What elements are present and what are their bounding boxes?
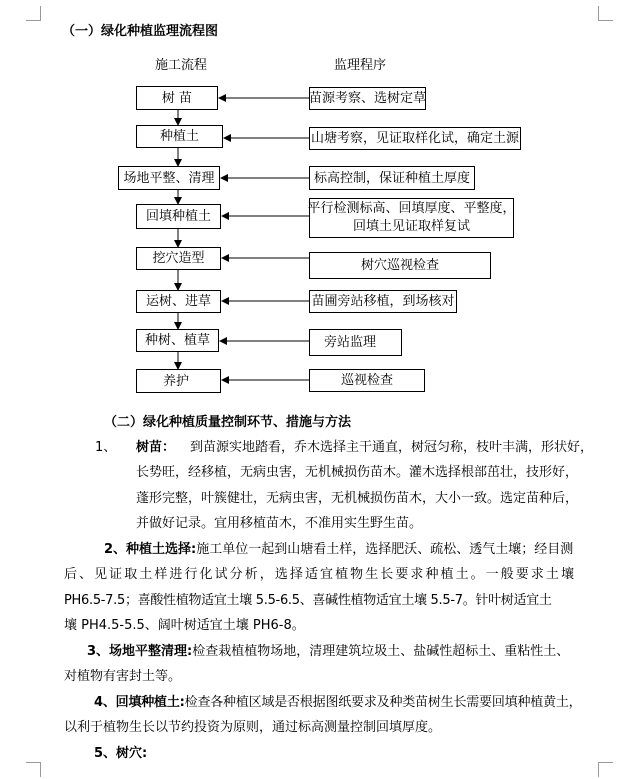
construction-step-transport: 运树、进草 [136,290,221,313]
supervision-column-header: 监理程序 [334,58,387,73]
supervision-step-6: 苗圃旁站移植，到场核对 [309,290,457,313]
page-corner-mark [598,762,613,777]
item2-label: 2、种植土选择: [104,542,197,557]
section2-title: （二）绿化种植质量控制环节、措施与方法 [104,415,352,430]
item1-line: 长势旺，经移植，无病虫害，无机械损伤苗木。灌木选择根部茁壮，技形好， [136,465,579,480]
item2-line: PH6.5-7.5；喜酸性植物适宜土壤 5.5-6.5、喜碱性植物适宜土壤 5.5-7。针叶树适宜土 [64,593,552,608]
item3-label: 3、场地平整清理: [87,644,193,659]
item3-text: 检查栽植植物场地，清理建筑垃圾土、盐碱性超标土、重粘性土、 [192,644,570,659]
item2-line: 壤 PH4.5-5.5、阔叶树适宜土壤 PH6-8。 [64,618,305,633]
supervision-step-5: 树穴巡视检查 [309,252,491,279]
item2-text: 施工单位一起到山塘看土样，选择肥沃、疏松、透气土壤；经目测 [196,542,574,557]
item2-first-line [104,537,573,563]
supervision-step-4: 平行检测标高、回填厚度、平整度， 回填土见证取样复试 [309,198,514,238]
construction-step-maintenance: 养护 [136,369,221,393]
supervision-step-2: 山塘考察，见证取样化试，确定土源 [309,127,521,150]
construction-step-backfill-soil: 回填种植土 [136,204,221,229]
supervision-step-3: 标高控制，保证种植土厚度 [309,166,475,190]
item4-line: 以利于植物生长以节约投资为原则，通过标高测量控制回填厚度。 [64,720,442,735]
item4-text: 检查各种植区域是否根据图纸要求及种类苗树生长需要回填种植黄土， [184,695,582,710]
item1-line: 到苗源实地踏看，乔木选择主干通直，树冠匀称，枝叶丰满，形状好， [190,440,594,455]
item1-line: 并做好记录。宜用移植苗木，不准用实生野生苗。 [136,516,423,531]
item3-first-line [87,639,569,665]
page-corner-mark [26,762,41,777]
supervision-step-7: 旁站监理 [309,329,402,356]
supervision-step-8: 巡视检查 [309,369,425,392]
construction-step-seedling: 树 苗 [136,86,218,110]
section1-title: （一）绿化种植监理流程图 [62,24,219,39]
item1-line: 蓬形完整，叶簇健壮，无病虫害，无机械损伤苗木，大小一致。选定苗种后， [136,491,579,506]
construction-step-site-leveling: 场地平整、清理 [118,166,220,190]
item5-label: 5、树穴: [94,746,148,761]
item1-number: 1、 [95,440,117,455]
item1-label: 树苗： [136,440,176,455]
construction-step-planting-soil: 种植土 [136,125,223,148]
construction-column-header: 施工流程 [155,58,208,73]
construction-step-planting: 种树、植草 [136,329,219,352]
item3-line: 对植物有害封土等。 [64,669,182,684]
construction-step-dig-pits: 挖穴造型 [136,247,221,270]
item4-label: 4、回填种植土: [94,695,185,710]
supervision-step-1: 苗源考察、选树定草 [309,87,426,110]
item4-first-line [94,690,581,716]
item2-line: 后、见证取土样进行化试分析，选择适宜植物生长要求种植土。一般要求土壤 [64,567,574,582]
